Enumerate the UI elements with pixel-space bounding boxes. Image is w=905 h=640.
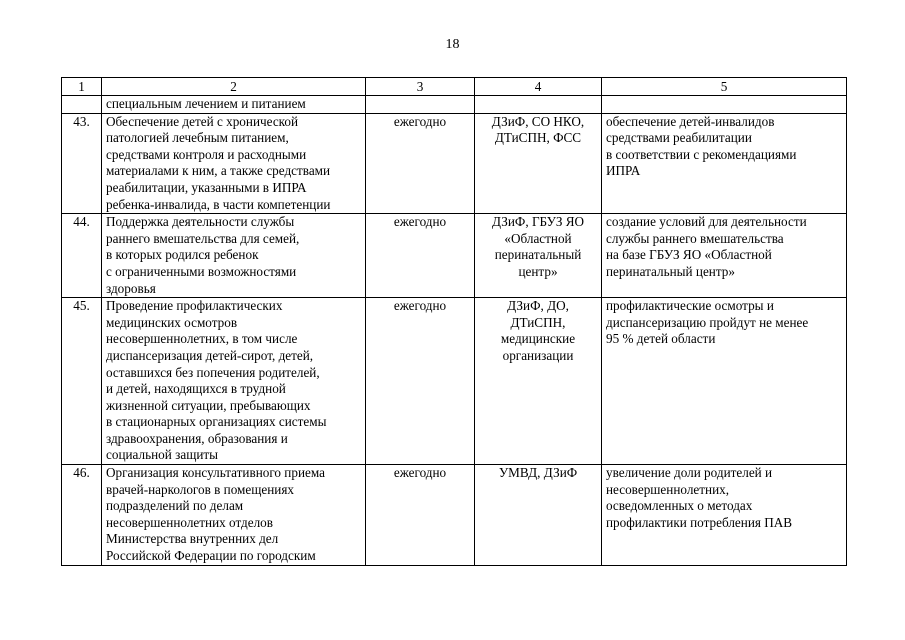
cell-line: ребенка-инвалида, в части компетенции <box>106 196 331 212</box>
cell-line: медицинских осмотров <box>106 314 238 330</box>
cell-line: диспансеризацию пройдут не менее <box>606 314 809 330</box>
term-cell: ежегодно <box>366 113 475 214</box>
table-row <box>62 298 847 465</box>
header-cell-1: 1 <box>62 78 102 96</box>
table-row-continuation <box>62 96 847 114</box>
cell-line: несовершеннолетних, <box>606 481 730 497</box>
page-number: 18 <box>445 37 460 52</box>
cell-line: «Областной <box>504 230 572 246</box>
term-cell: ежегодно <box>366 465 475 566</box>
cell-line: на базе ГБУЗ ЯО «Областной <box>606 247 772 263</box>
table-header-row <box>62 78 847 96</box>
result-cell <box>602 214 847 298</box>
cell-line: специальным лечением и питанием <box>106 96 306 111</box>
cell-line: службы раннего вмешательства <box>606 230 784 246</box>
table-row <box>62 113 847 214</box>
cell-line: профилактические осмотры и <box>606 298 774 314</box>
cell-line: медицинские <box>500 331 576 347</box>
activity-cell <box>102 214 366 298</box>
plan-table <box>61 77 847 566</box>
cell-line: в которых родился ребенок <box>106 247 259 263</box>
executors-cell <box>475 96 602 114</box>
executors-cell <box>475 298 602 465</box>
result-cell <box>602 465 847 566</box>
cell-line: ДЗиФ, СО НКО, <box>491 113 585 129</box>
cell-line: ДЗиФ, ГБУЗ ЯО <box>491 214 585 230</box>
executors-cell <box>475 214 602 298</box>
header-cell-4: 4 <box>475 78 602 96</box>
result-cell <box>602 113 847 214</box>
cell-line: реабилитации, указанными в ИПРА <box>106 179 307 195</box>
cell-line: в соответствии с рекомендациями <box>606 146 797 162</box>
cell-line: осведомленных о методах <box>606 498 753 514</box>
cell-line: Российской Федерации по городским <box>106 548 316 564</box>
cell-line: оставшихся без попечения родителей, <box>106 364 320 380</box>
activity-cell <box>102 465 366 566</box>
cell-line: жизненной ситуации, пребывающих <box>106 397 311 413</box>
cell-line: Проведение профилактических <box>106 298 283 314</box>
cell-line: с ограниченными возможностями <box>106 263 297 279</box>
cell-line: средствами контроля и расходными <box>106 146 307 162</box>
cell-line: диспансеризация детей-сирот, детей, <box>106 347 314 363</box>
cell-line: средствами реабилитации <box>606 130 752 146</box>
header-cell-5: 5 <box>602 78 847 96</box>
term-cell: ежегодно <box>366 298 475 465</box>
cell-line: 95 % детей области <box>606 331 716 347</box>
row-number-cell: 46. <box>62 465 102 566</box>
cell-line: обеспечение детей-инвалидов <box>606 113 775 129</box>
cell-line: перинатальный <box>494 247 582 263</box>
cell-line: здоровья <box>106 280 156 296</box>
result-cell <box>602 298 847 465</box>
cell-line: Организация консультативного приема <box>106 465 325 481</box>
cell-line: врачей-наркологов в помещениях <box>106 481 295 497</box>
table-row <box>62 465 847 566</box>
cell-line: раннего вмешательства для семей, <box>106 230 300 246</box>
cell-line: ИПРА <box>606 163 641 179</box>
cell-line: материалами к ним, а также средствами <box>106 163 331 179</box>
term-cell: ежегодно <box>366 214 475 298</box>
cell-line: Министерства внутренних дел <box>106 531 279 547</box>
cell-line: перинатальный центр» <box>606 263 735 279</box>
cell-line: увеличение доли родителей и <box>606 465 773 481</box>
executors-cell <box>475 113 602 214</box>
cell-line: Поддержка деятельности службы <box>106 214 295 230</box>
cell-line: ДТиСПН, <box>510 314 566 330</box>
cell-line: социальной защиты <box>106 447 219 463</box>
cell-line: профилактики потребления ПАВ <box>606 514 793 530</box>
cell-line: организации <box>502 347 574 363</box>
result-cell <box>602 96 847 114</box>
cell-line: создание условий для деятельности <box>606 214 807 230</box>
cell-line: и детей, находящихся в трудной <box>106 381 286 397</box>
header-cell-3: 3 <box>366 78 475 96</box>
cell-line: несовершеннолетних отделов <box>106 514 274 530</box>
cell-line: в стационарных организациях системы <box>106 414 327 430</box>
row-number-cell: 45. <box>62 298 102 465</box>
cell-line: несовершеннолетних, в том числе <box>106 331 298 347</box>
cell-line: патологией лечебным питанием, <box>106 130 289 146</box>
term-cell <box>366 96 475 114</box>
table-row <box>62 214 847 298</box>
header-cell-2: 2 <box>102 78 366 96</box>
plan-table-body <box>62 78 847 566</box>
activity-cell <box>102 298 366 465</box>
cell-line: Обеспечение детей с хронической <box>106 113 299 129</box>
cell-line: центр» <box>518 263 558 279</box>
row-number-cell: 44. <box>62 214 102 298</box>
cell-line: ДТиСПН, ФСС <box>494 130 582 146</box>
cell-line: ДЗиФ, ДО, <box>507 298 569 314</box>
row-number-cell <box>62 96 102 114</box>
row-number-cell: 43. <box>62 113 102 214</box>
activity-cell <box>102 113 366 214</box>
cell-line: здравоохранения, образования и <box>106 430 288 446</box>
activity-cell <box>102 96 366 114</box>
executors-cell <box>475 465 602 566</box>
cell-line: подразделений по делам <box>106 498 244 514</box>
cell-line: УМВД, ДЗиФ <box>498 465 578 481</box>
